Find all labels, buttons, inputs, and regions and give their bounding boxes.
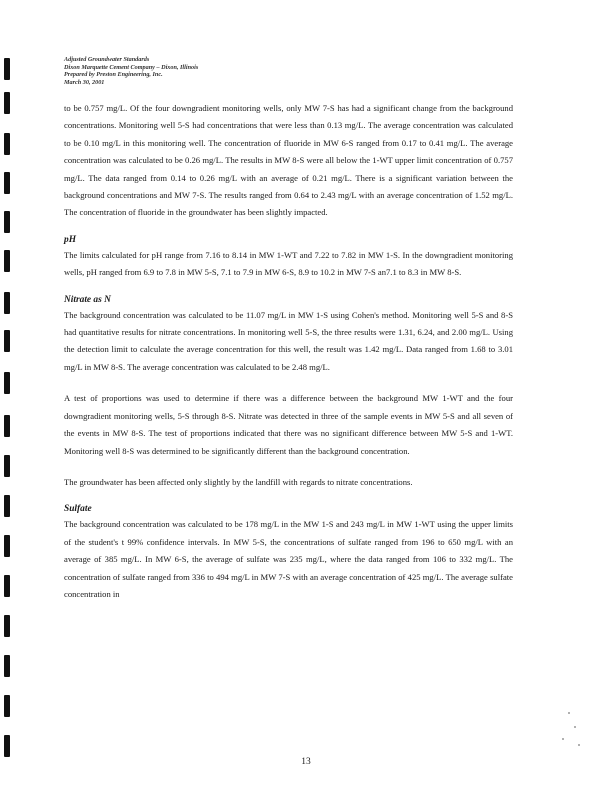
- ph-paragraph: The limits calculated for pH range from 7.16 to 8.14 in MW 1-WT and 7.22 to 7.82 in MW 1-S. In the downgradient monitoring wells, pH ranged from 6.9 to 7.8 in MW 5-S, 7.1 to 7.9 in MW 6-S, 8.9 to 10.2 in MW 7-S an7.1 to 8.3 in MW 8-S.: [64, 249, 513, 278]
- binder-hole: [4, 330, 10, 352]
- paragraph-gap: [64, 460, 513, 474]
- header-date: March 30, 2001: [64, 78, 105, 86]
- binder-hole: [4, 735, 10, 757]
- binder-hole: [4, 292, 10, 314]
- binder-hole: [4, 372, 10, 394]
- binder-hole: [4, 211, 10, 233]
- document-header: [64, 56, 364, 86]
- page-number: 13: [301, 757, 311, 767]
- paragraph-gap: [64, 376, 513, 390]
- header-title: Adjusted Groundwater Standards: [64, 56, 150, 63]
- binder-hole: [4, 415, 10, 437]
- scan-speck: [578, 744, 580, 746]
- scan-speck: [574, 726, 576, 728]
- nitrate-paragraph-1: The background concentration was calculated to be 11.07 mg/L in MW 1-S using Cohen's method. Monitoring well 5-S and 8-S had quantitative results for nitrate concentrations. In monitoring well 5-S, the three results were 1.31, 6.24, and 2.00 mg/L. Using the detection limit to calculate the average concentration for this well, the result was 1.42 mg/L. Data ranged from 1.68 to 3.01 mg/L in MW 8-S. The average concentration was calculated to be 2.48 mg/L.: [64, 309, 513, 372]
- binder-hole: [4, 615, 10, 637]
- header-preparer: Prepared by Preston Engineering, Inc.: [64, 71, 163, 79]
- binder-hole: [4, 455, 10, 477]
- binder-hole: [4, 92, 10, 114]
- sulfate-heading: Sulfate: [64, 504, 92, 515]
- scan-speck: [568, 712, 570, 714]
- binder-hole: [4, 495, 10, 517]
- binder-hole: [4, 58, 10, 80]
- binder-hole-strip: [4, 0, 12, 800]
- document-body: [64, 100, 513, 603]
- nitrate-paragraph-3: The groundwater has been affected only slightly by the landfill with regards to nitrate concentrations.: [64, 476, 413, 487]
- nitrate-heading: Nitrate as N: [64, 294, 111, 305]
- binder-hole: [4, 250, 10, 272]
- ph-heading: pH: [64, 234, 76, 245]
- binder-hole: [4, 575, 10, 597]
- fluoride-paragraph: to be 0.757 mg/L. Of the four downgradient monitoring wells, only MW 7-S has had a significant change from the background concentrations. Monitoring well 5-S had concentrations that were less than 0.13 mg/L. The average concentration was calculated to be 0.10 mg/L in this monitoring well. The concentration of fluoride in MW 6-S ranged from 0.17 to 0.41 mg/L. The average concentration was calculated to be 0.26 mg/L. The results in MW 8-S were all below the 1-WT upper limit concentration of 0.757 mg/L. The data ranged from 0.14 to 0.26 mg/L with an average of 0.21 mg/L. There is a significant variation between the background concentrations and MW 7-S. The results ranged from 0.64 to 2.43 mg/L with an average concentration of 1.52 mg/L. The concentration of fluoride in the groundwater has been slightly impacted.: [64, 103, 513, 218]
- header-client: Dixon Marquette Cement Company – Dixon, Illinois: [64, 63, 199, 71]
- binder-hole: [4, 535, 10, 557]
- binder-hole: [4, 655, 10, 677]
- binder-hole: [4, 133, 10, 155]
- sulfate-paragraph: The background concentration was calculated to be 178 mg/L in the MW 1-S and 243 mg/L in MW 1-WT using the upper limits of the student's t 99% confidence intervals. In MW 5-S, the concentrations of sulfate ranged from 196 to 650 mg/L with an average of 385 mg/L. In MW 6-S, the average of sulfate was 235 mg/L, where the data ranged from 106 to 332 mg/L. The concentration of sulfate ranged from 336 to 494 mg/L in MW 7-S with an average concentration of 425 mg/L. The average sulfate concentration in: [64, 519, 513, 599]
- binder-hole: [4, 695, 10, 717]
- binder-hole: [4, 172, 10, 194]
- scan-speck: [562, 738, 564, 740]
- nitrate-paragraph-2: A test of proportions was used to determine if there was a difference between the background MW 1-WT and the four downgradient monitoring wells, 5-S through 8-S. Nitrate was detected in three of the sample events in MW 5-S and all seven of the events in MW 8-S. The test of proportions indicated that there was no significant difference between MW 5-S and 1-WT. Monitoring well 8-S was determined to be significantly different than the background concentration.: [64, 393, 513, 456]
